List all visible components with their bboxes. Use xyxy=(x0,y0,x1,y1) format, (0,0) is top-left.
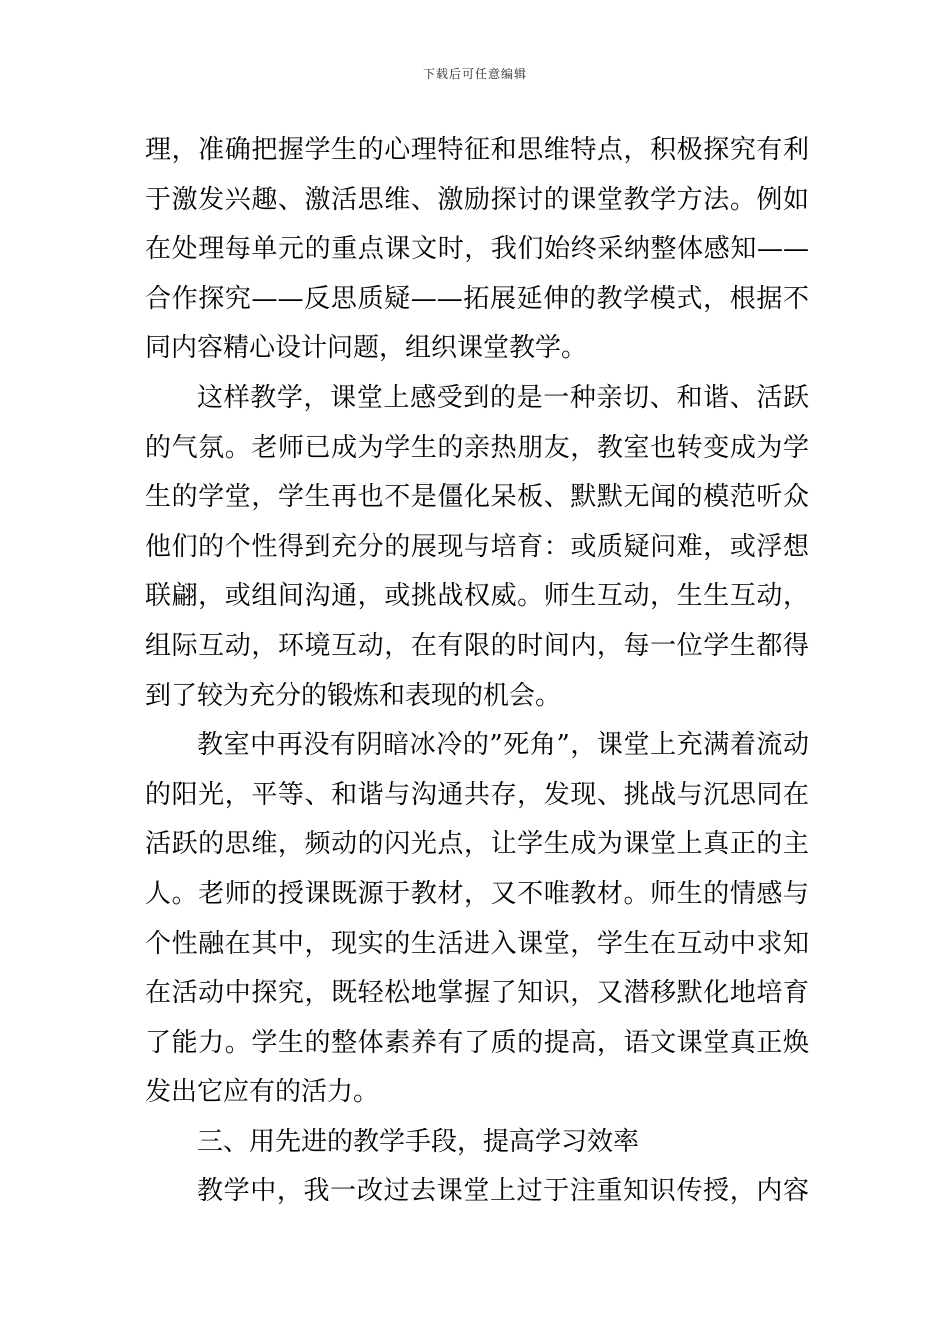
page-header: 下载后可任意编辑 xyxy=(422,67,527,81)
text-line: 了能力。学生的整体素养有了质的提高，语文课堂真正焕 xyxy=(145,1027,809,1058)
text-line: 发出它应有的活力。 xyxy=(145,1077,380,1108)
text-line: 理，准确把握学生的心理特征和思维特点，积极探究有利 xyxy=(145,135,809,165)
text-line: 生的学堂，学生再也不是僵化呆板、默默无闻的模范听众 xyxy=(145,482,809,513)
text-line: 的阳光，平等、和谐与沟通共存，发现、挑战与沉思同在 xyxy=(145,779,809,810)
text-line: 在处理每单元的重点课文时，我们始终采纳整体感知—— xyxy=(145,234,809,265)
section-heading: 三、用先进的教学手段，提高学习效率 xyxy=(197,1126,640,1157)
text-line: 活跃的思维，频动的闪光点，让学生成为课堂上真正的主 xyxy=(145,829,809,860)
text-line: 在活动中探究，既轻松地掌握了知识，又潜移默化地培育 xyxy=(145,978,809,1009)
text-line: 于激发兴趣、激活思维、激励探讨的课堂教学方法。例如 xyxy=(145,184,809,215)
text-line: 组际互动，环境互动，在有限的时间内，每一位学生都得 xyxy=(145,630,809,661)
text-line: 联翩，或组间沟通，或挑战权威。师生互动，生生互动， xyxy=(145,581,809,612)
text-line: 教学中，我一改过去课堂上过于注重知识传授，内容 xyxy=(197,1176,809,1207)
text-line: 个性融在其中，现实的生活进入课堂，学生在互动中求知 xyxy=(145,928,809,959)
text-line: 他们的个性得到充分的展现与培育：或质疑问难，或浮想 xyxy=(145,531,809,562)
text-line: 教室中再没有阴暗冰冷的”死角”，课堂上充满着流动 xyxy=(197,730,809,761)
text-line: 这样教学，课堂上感受到的是一种亲切、和谐、活跃 xyxy=(197,382,809,413)
text-line: 人。老师的授课既源于教材，又不唯教材。师生的情感与 xyxy=(145,878,809,909)
text-line: 合作探究——反思质疑——拓展延伸的教学模式，根据不 xyxy=(145,283,809,314)
document-body xyxy=(145,126,809,1217)
text-line: 到了较为充分的锻炼和表现的机会。 xyxy=(145,680,562,711)
text-line: 的气氛。老师已成为学生的亲热朋友，教室也转变成为学 xyxy=(145,432,809,463)
text-line: 同内容精心设计问题，组织课堂教学。 xyxy=(145,333,588,364)
